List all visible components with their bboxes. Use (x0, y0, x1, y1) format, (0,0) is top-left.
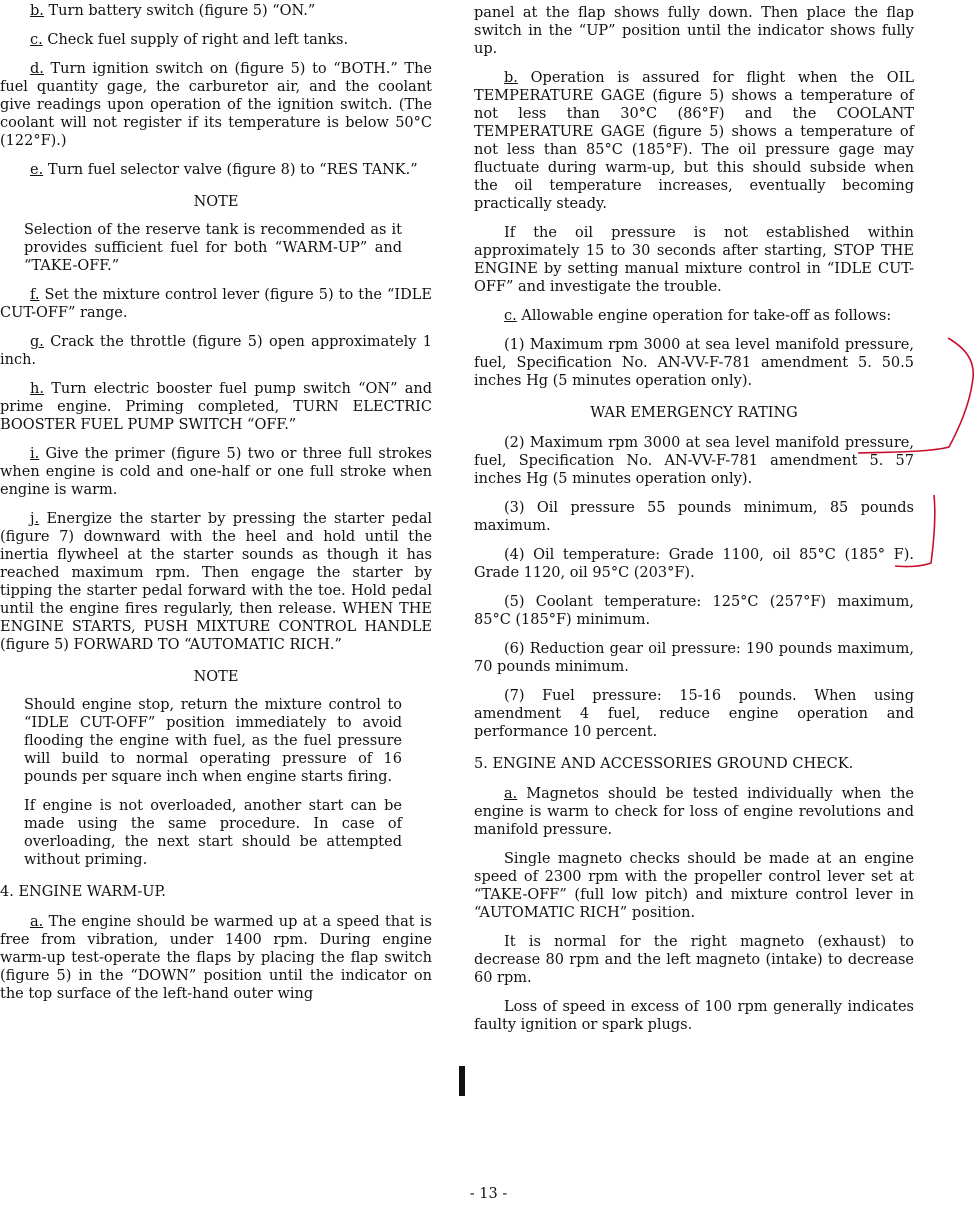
step-letter: a. (30, 914, 44, 930)
limit-item-5: (5) Coolant temperature: 125°C (257°F) maximum, 85°C (185°F) minimum. (474, 594, 914, 628)
step-letter: b. (504, 70, 518, 86)
step-text: Allowable engine operation for take-off as follows: (521, 308, 892, 324)
step-text: Give the primer (figure 5) two or three full strokes when engine is cold and one-half or one full stroke when engine is warm. (0, 446, 432, 498)
limit-item-2: (2) Maximum rpm 3000 at sea level manifold pressure, fuel, Specification No. AN-VV-F-781 amendment 5. 57 inches Hg (5 minutes operation only). (474, 435, 914, 487)
step-letter: d. (30, 61, 44, 77)
limit-item-3: (3) Oil pressure 55 pounds minimum, 85 pounds maximum. (474, 500, 914, 534)
section-heading-warm-up: 4. ENGINE WARM-UP. (0, 884, 166, 900)
limit-item-6: (6) Reduction gear oil pressure: 190 pounds maximum, 70 pounds minimum. (474, 641, 914, 675)
step-letter: c. (30, 32, 43, 48)
step-text: Check fuel supply of right and left tanks. (47, 32, 349, 48)
note-heading: NOTE (193, 669, 239, 685)
note-overload: If engine is not overloaded, another start can be made using the same procedure. In case of overloading, the next start should be attempted without priming. (24, 798, 402, 868)
step-text: Magnetos should be tested individually when the engine is warm to check for loss of engine revolutions and manifold pressure. (474, 786, 914, 838)
oil-pressure-paragraph: If the oil pressure is not established within approximately 15 to 30 seconds after starting, STOP THE ENGINE by setting manual mixture control in “IDLE CUT-OFF” and investigate the trouble. (474, 225, 914, 295)
step-letter: c. (504, 308, 517, 324)
war-emergency-heading: WAR EMERGENCY RATING (590, 405, 798, 421)
note-engine-stop: Should engine stop, return the mixture control to “IDLE CUT-OFF” position immediately to avoid flooding the engine with fuel, as the fuel pressure will build to normal operating pressure of 16 pounds per square inch when engine starts firing. (24, 697, 402, 785)
continued-text: panel at the flap shows fully down. Then place the flap switch in the “UP” position until the indicator shows fully up. (474, 5, 914, 57)
step-letter: f. (30, 287, 40, 303)
limit-item-4: (4) Oil temperature: Grade 1100, oil 85°C (185° F). Grade 1120, oil 95°C (203°F). (474, 547, 914, 581)
limit-item-7: (7) Fuel pressure: 15-16 pounds. When using amendment 4 fuel, reduce engine operation and performance 10 percent. (474, 688, 914, 740)
step-text: Turn electric booster fuel pump switch “ON” and prime engine. Priming completed, TURN ELECTRIC BOOSTER FUEL PUMP SWITCH “OFF.” (0, 381, 433, 433)
step-text: The engine should be warmed up at a speed that is free from vibration, under 1400 rpm. During engine warm-up test-operate the flaps by placing the flap switch (figure 5) in the “DOWN” position until the indicator on the top surface of the left-hand outer wing (0, 914, 433, 1002)
note-reserve-tank: Selection of the reserve tank is recommended as it provides sufficient fuel for both “WARM-UP” and “TAKE-OFF.” (24, 222, 402, 274)
red-bracket-lower (895, 495, 935, 567)
normal-drop-paragraph: It is normal for the right magneto (exhaust) to decrease 80 rpm and the left magneto (intake) to decrease 60 rpm. (474, 934, 914, 986)
note-heading: NOTE (193, 194, 239, 210)
step-text: Turn fuel selector valve (figure 8) to “RES TANK.” (47, 162, 418, 178)
page-number: - 13 - (469, 1186, 508, 1202)
step-text: Crack the throttle (figure 5) open approximately 1 inch. (0, 334, 432, 368)
step-letter: i. (30, 446, 40, 462)
step-text: Turn battery switch (figure 5) “ON.” (48, 3, 316, 19)
single-magneto-paragraph: Single magneto checks should be made at an engine speed of 2300 rpm with the propeller control lever set at “TAKE-OFF” (full low pitch) and mixture control lever in “AUTOMATIC RICH” position. (474, 851, 914, 921)
loss-of-speed-paragraph: Loss of speed in excess of 100 rpm generally indicates faulty ignition or spark plugs. (474, 999, 914, 1033)
step-letter: a. (504, 786, 518, 802)
step-letter: b. (30, 3, 44, 19)
step-text: Energize the starter by pressing the starter pedal (figure 7) downward with the heel and hold until the inertia flywheel at the starter sounds as though it has reached maximum rpm. Then engage the starter by tipping the starter pedal forward with the toe. Hold pedal until the engine fires regularly, then release. WHEN THE ENGINE STARTS, PUSH MIXTURE CONTROL HANDLE (figure 5) FORWARD TO “AUTOMATIC RICH.” (0, 511, 432, 653)
section-heading-ground-check: 5. ENGINE AND ACCESSORIES GROUND CHECK. (474, 756, 854, 772)
limit-item-1: (1) Maximum rpm 3000 at sea level manifold pressure, fuel, Specification No. AN-VV-F-781 amendment 5. 50.5 inches Hg (5 minutes operation only). (474, 337, 914, 389)
step-letter: e. (30, 162, 44, 178)
step-letter: g. (30, 334, 44, 350)
red-bracket-upper (858, 338, 973, 453)
step-letter: h. (30, 381, 44, 397)
step-letter: j. (30, 511, 40, 527)
step-text: Turn ignition switch on (figure 5) to “BOTH.” The fuel quantity gage, the carburetor air, and the coolant give readings upon operation of the ignition switch. (The coolant will not register if its temperature is below 50°C (122°F).) (0, 61, 432, 149)
step-text: Operation is assured for flight when the OIL TEMPERATURE GAGE (figure 5) shows a temperature of not less than 30°C (86°F) and the COOLANT TEMPERATURE GAGE (figure 5) shows a temperature of not less than 85°C (185°F). The oil pressure gage may fluctuate during warm-up, but this should subside when the oil temperature increases, eventually becoming practically steady. (474, 70, 915, 212)
step-text: Set the mixture control lever (figure 5) to the “IDLE CUT-OFF” range. (0, 287, 433, 321)
